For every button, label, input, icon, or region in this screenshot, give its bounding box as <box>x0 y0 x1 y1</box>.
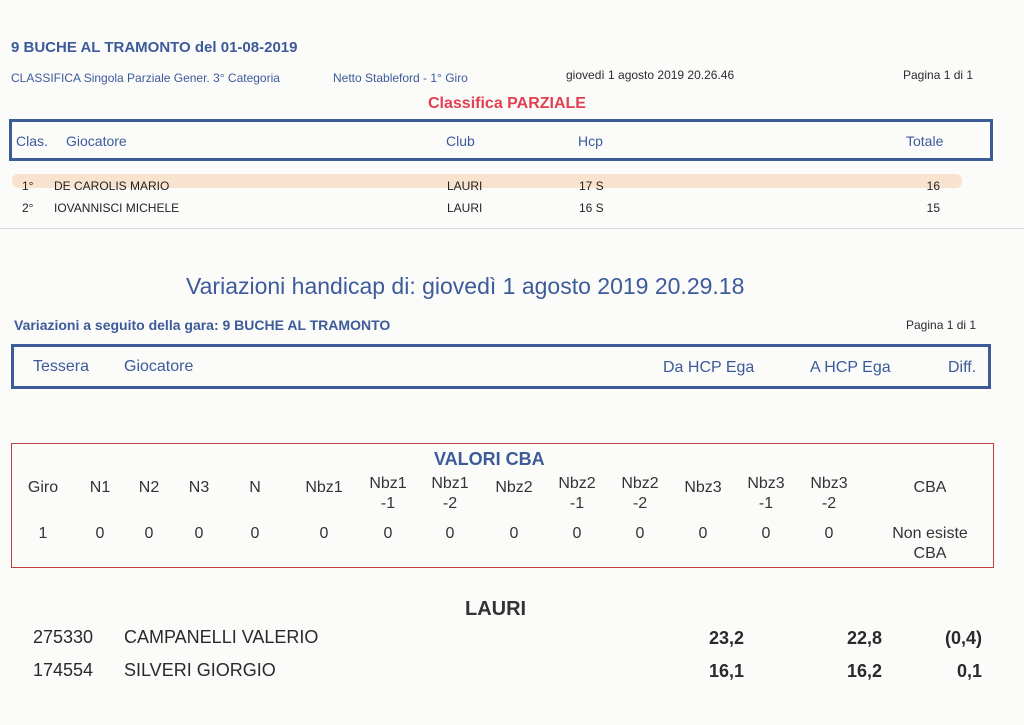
cba-header: Nbz2 -2 <box>621 475 659 512</box>
cba-value: Non esiste CBA <box>892 525 968 562</box>
club-name: LAURI <box>465 598 527 620</box>
row-tessera: 275330 <box>33 627 94 647</box>
row-giocatore: IOVANNISCI MICHELE <box>54 201 180 215</box>
row-club: LAURI <box>447 179 483 193</box>
cba-value: 0 <box>635 525 645 542</box>
header-totale: Totale <box>906 133 944 149</box>
cba-value: 0 <box>95 525 105 542</box>
page-number: Pagina 1 di 1 <box>906 318 977 332</box>
cba-header: N3 <box>188 479 210 496</box>
cba-header: Giro <box>27 479 59 496</box>
cba-value: 0 <box>319 525 329 542</box>
row-giocatore: DE CAROLIS MARIO <box>54 179 170 193</box>
header-a-hcp: A HCP Ega <box>810 359 891 376</box>
cba-header: Nbz1 -1 <box>369 475 407 512</box>
cba-value: 1 <box>38 525 48 542</box>
header-diff: Diff. <box>948 359 977 376</box>
header-club: Club <box>446 133 475 149</box>
cba-header: N <box>249 479 261 496</box>
row-da-hcp: 16,1 <box>708 661 744 681</box>
cba-header: N1 <box>89 479 111 496</box>
cba-value: 0 <box>761 525 771 542</box>
cba-value: 0 <box>698 525 708 542</box>
row-clas: 2° <box>22 201 34 215</box>
row-a-hcp: 16,2 <box>846 661 882 681</box>
cba-value: 0 <box>509 525 519 542</box>
header-da-hcp: Da HCP Ega <box>663 359 755 376</box>
ranking-header-box <box>9 119 993 161</box>
cba-value: 0 <box>250 525 260 542</box>
cba-value: 0 <box>194 525 204 542</box>
cba-value: 0 <box>824 525 834 542</box>
row-giocatore: CAMPANELLI VALERIO <box>124 627 319 647</box>
header-giocatore: Giocatore <box>124 358 194 375</box>
cba-value: 0 <box>383 525 393 542</box>
header-hcp: Hcp <box>578 133 603 149</box>
variations-title: Variazioni handicap di: giovedì 1 agosto 2019 20.29.18 <box>186 273 745 299</box>
cba-value: 0 <box>572 525 582 542</box>
cba-value: 0 <box>445 525 455 542</box>
row-a-hcp: 22,8 <box>846 628 882 648</box>
report-datetime: giovedì 1 agosto 2019 20.26.46 <box>566 68 735 82</box>
row-clas: 1° <box>22 179 34 193</box>
section-title: Classifica PARZIALE <box>428 95 586 112</box>
report-subtitle: CLASSIFICA Singola Parziale Gener. 3° Categoria <box>11 71 280 85</box>
cba-header: Nbz3 -2 <box>810 475 848 512</box>
cba-header: Nbz1 -2 <box>431 475 469 512</box>
row-diff: (0,4) <box>944 628 982 648</box>
page-divider <box>0 228 1024 229</box>
header-clas: Clas. <box>16 133 48 149</box>
row-giocatore: SILVERI GIORGIO <box>124 660 276 680</box>
cba-title: VALORI CBA <box>434 449 545 469</box>
row-totale: 16 <box>926 179 940 193</box>
cba-header: N2 <box>138 479 160 496</box>
cba-header: Nbz2 <box>495 479 533 496</box>
cba-header: Nbz1 <box>305 479 343 496</box>
variations-subtitle: Variazioni a seguito della gara: 9 BUCHE AL TRAMONTO <box>14 317 391 333</box>
header-giocatore: Giocatore <box>66 133 127 149</box>
row-hcp: 16 S <box>579 201 604 215</box>
cba-header: CBA <box>913 479 947 496</box>
row-club: LAURI <box>447 201 483 215</box>
cba-header: Nbz2 -1 <box>558 475 596 512</box>
report-format: Netto Stableford - 1° Giro <box>333 71 468 85</box>
row-totale: 15 <box>926 201 940 215</box>
cba-value: 0 <box>144 525 154 542</box>
page-number: Pagina 1 di 1 <box>903 68 974 82</box>
report-title: 9 BUCHE AL TRAMONTO del 01-08-2019 <box>11 39 298 56</box>
row-diff: 0,1 <box>956 661 982 681</box>
row-hcp: 17 S <box>579 179 604 193</box>
row-da-hcp: 23,2 <box>708 628 744 648</box>
row-tessera: 174554 <box>33 660 94 680</box>
header-tessera: Tessera <box>33 358 90 375</box>
cba-header: Nbz3 <box>684 479 722 496</box>
cba-header: Nbz3 -1 <box>747 475 785 512</box>
